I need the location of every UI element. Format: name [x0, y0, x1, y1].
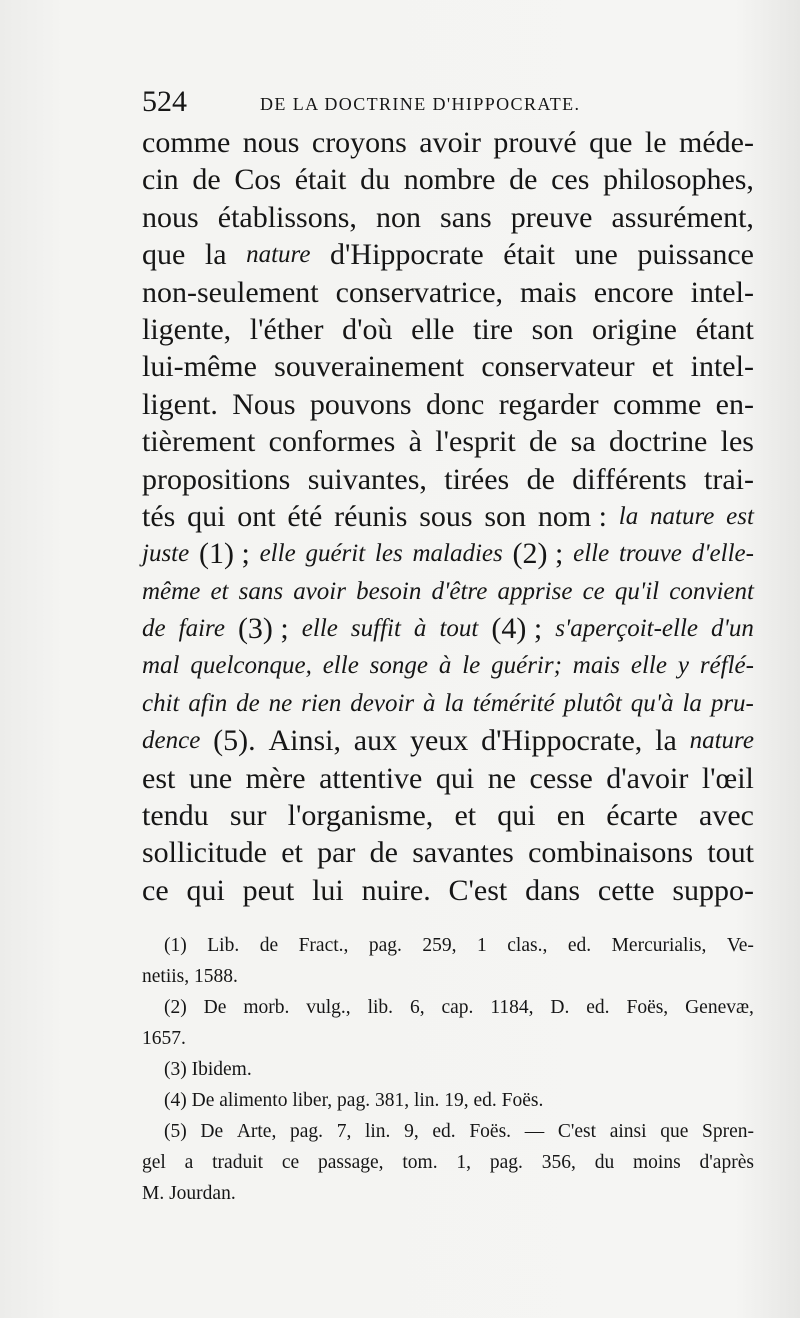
italic-word: la: [444, 689, 464, 717]
footnote-word: pag.: [489, 1152, 523, 1173]
word: en: [556, 799, 586, 833]
footnote-word: passage,: [318, 1152, 384, 1173]
footnote-line: [142, 1147, 754, 1178]
footnote-word: a: [184, 1152, 194, 1173]
footnote-word: Fract.,: [298, 935, 349, 956]
word: et: [281, 836, 303, 870]
footnote-word: morb.: [243, 997, 290, 1018]
text-line: [142, 760, 754, 797]
italic-word: et: [210, 577, 229, 605]
text-line: [142, 386, 754, 423]
italic-word: les: [374, 540, 403, 568]
word: cesse: [529, 761, 593, 795]
word: ce: [142, 873, 169, 907]
footnote-word: ed.: [432, 1121, 456, 1142]
word: tirées: [444, 462, 510, 496]
footnote-word: Genevæ,: [685, 997, 754, 1018]
footnote-word: 259,: [422, 935, 457, 956]
word: comme: [142, 126, 231, 159]
text-line: [142, 236, 754, 273]
italic-word: témérité: [472, 689, 555, 717]
word: lui: [312, 873, 344, 907]
word: conservatrice,: [335, 275, 504, 309]
italic-word: à: [438, 652, 452, 680]
footnote-word: 1,: [456, 1152, 472, 1173]
text-line: [142, 535, 754, 572]
word: du: [360, 163, 391, 197]
footnote-text: netiis, 1588.: [142, 966, 238, 987]
word: C'est: [448, 873, 508, 907]
word: différents: [572, 462, 687, 496]
word: la: [204, 238, 227, 272]
italic-word: est: [726, 502, 754, 530]
footnote-word: que: [660, 1121, 689, 1142]
footnote-word: 6,: [409, 997, 425, 1018]
word: de: [369, 836, 398, 870]
word: avec: [699, 799, 754, 833]
footnote-word: 356,: [541, 1152, 576, 1173]
footnote-word: Foës,: [626, 997, 669, 1018]
word: l'œil: [701, 761, 754, 795]
word: été: [287, 499, 323, 533]
footnote-line: [142, 992, 754, 1023]
word: donc: [425, 387, 485, 421]
word: les: [720, 425, 754, 459]
footnote-word: vulg.,: [306, 997, 351, 1018]
word: et: [651, 350, 674, 384]
italic-word: pru-: [710, 689, 754, 717]
italic-word: quelconque,: [190, 652, 312, 680]
word: à: [408, 425, 422, 459]
footnote-line: [142, 1085, 754, 1116]
word: la: [655, 724, 677, 758]
italic-word: nature: [689, 727, 754, 755]
italic-word: d'un: [711, 615, 754, 643]
text-line: [142, 834, 754, 871]
word: elle: [411, 312, 455, 346]
footnote-word: Ve-: [726, 935, 754, 956]
footnote-line: [142, 1023, 754, 1054]
word: cin: [142, 163, 179, 197]
italic-word: afin: [188, 689, 228, 717]
footnote-word: ed.: [586, 997, 610, 1018]
word: et: [454, 799, 477, 833]
footnote-word: ce: [281, 1152, 300, 1173]
word: était: [503, 238, 555, 272]
word: que: [142, 238, 186, 272]
word: de: [509, 163, 538, 197]
word: propositions: [142, 462, 291, 496]
word: (4) ;: [491, 612, 543, 646]
word: de: [529, 425, 558, 459]
word: mère: [245, 761, 306, 795]
word: est: [142, 761, 176, 795]
word: établissons,: [217, 200, 357, 234]
footnote-word: 7,: [336, 1121, 352, 1142]
word: Nous: [232, 387, 296, 421]
italic-word: ne: [268, 689, 293, 717]
italic-word: réflé-: [699, 652, 754, 680]
word: sous: [419, 499, 473, 533]
italic-word: y: [677, 652, 689, 680]
running-head: DE LA DOCTRINE D'HIPPOCRATE.: [260, 94, 581, 114]
word: origine: [591, 312, 677, 346]
footnote-word: Lib.: [207, 935, 240, 956]
footnote-word: De: [203, 997, 227, 1018]
word: puissance: [637, 238, 754, 272]
word: (3) ;: [237, 612, 289, 646]
footnote-word: clas.,: [507, 935, 548, 956]
word: sans: [440, 200, 492, 234]
italic-word: qu'à: [630, 689, 674, 717]
text-line: [142, 685, 754, 722]
footnote-word: 9,: [404, 1121, 419, 1142]
italic-word: maladies: [412, 540, 503, 568]
word: nombre: [403, 163, 496, 197]
italic-word: d'être: [431, 577, 488, 605]
word: d'Hippocrate: [330, 238, 484, 272]
italic-word: devoir: [350, 689, 415, 717]
word: intel-: [690, 275, 754, 309]
footnote-word: Mercurialis,: [611, 935, 707, 956]
word: ne: [487, 761, 517, 795]
italic-word: trouve: [618, 540, 682, 568]
word: souverainement: [274, 350, 465, 384]
footnote-line: [142, 1054, 754, 1085]
word: réunis: [334, 499, 408, 533]
footnote-word: moins: [633, 1152, 681, 1173]
italic-word: nature: [246, 241, 311, 269]
footnote-word: 1184,: [490, 997, 534, 1018]
word: (1) ;: [198, 537, 250, 571]
word: nuire.: [361, 873, 431, 907]
text-line: [142, 311, 754, 348]
word: prouvé: [493, 126, 577, 159]
word: trai-: [704, 462, 754, 496]
footnote-line: [142, 1178, 754, 1209]
italic-word: guérit: [305, 540, 366, 568]
footnote-word: lib.: [367, 997, 394, 1018]
italic-word: suffit: [350, 615, 401, 643]
footnote-word: De: [200, 1121, 224, 1142]
word: yeux: [409, 724, 469, 758]
footnotes: [142, 930, 754, 1209]
word: écarte: [606, 799, 678, 833]
word: non-seulement: [142, 275, 319, 309]
word: en-: [715, 387, 754, 421]
word: tout: [707, 836, 754, 870]
word: tièrement: [142, 425, 256, 459]
word: croyons: [311, 126, 407, 159]
italic-word: apprise: [497, 577, 573, 605]
word: suivantes,: [307, 462, 427, 496]
footnote-word: (1): [164, 935, 187, 956]
italic-word: à: [423, 689, 436, 717]
word: philosophes,: [603, 163, 754, 197]
word: d'où: [342, 312, 393, 346]
text-line: [142, 124, 754, 161]
text-line: [142, 498, 754, 535]
text-line: [142, 872, 754, 909]
footnote-word: de: [259, 935, 279, 956]
italic-word: elle: [322, 652, 359, 680]
footnote-text: (4) De alimento liber, pag. 381, lin. 19, ed. Foës.: [164, 1090, 544, 1111]
word: par: [317, 836, 356, 870]
word: peut: [242, 873, 295, 907]
word: cette: [597, 873, 655, 907]
text-line: [142, 647, 754, 684]
footnote-word: cap.: [441, 997, 474, 1018]
italic-word: dence: [142, 727, 201, 755]
footnote-word: ainsi: [609, 1121, 647, 1142]
italic-word: tout: [439, 615, 479, 643]
word: de: [192, 163, 221, 197]
text-line: [142, 348, 754, 385]
word: avoir: [419, 126, 481, 159]
italic-word: sans: [238, 577, 284, 605]
italic-word: à: [413, 615, 427, 643]
footnote-word: ed.: [567, 935, 592, 956]
word: aux: [353, 724, 398, 758]
italic-word: besoin: [356, 577, 422, 605]
word: sa: [570, 425, 596, 459]
footnote-line: [142, 961, 754, 992]
italic-word: la: [618, 502, 639, 530]
italic-word: s'aperçoit-elle: [555, 615, 699, 643]
italic-word: ce: [582, 577, 605, 605]
word: une: [574, 238, 618, 272]
word: qui: [435, 761, 475, 795]
word: conservateur: [481, 350, 635, 384]
word: d'Hippocrate,: [481, 724, 643, 758]
word: nous: [142, 200, 199, 234]
word: une: [188, 761, 233, 795]
italic-word: faire: [178, 615, 225, 643]
word: preuve: [510, 200, 593, 234]
word: l'organisme,: [287, 799, 434, 833]
word: regarder: [498, 387, 599, 421]
italic-word: de: [236, 689, 260, 717]
word: sur: [229, 799, 267, 833]
italic-word: mal: [142, 652, 180, 680]
word: lui-même: [142, 350, 257, 384]
italic-word: mais: [572, 652, 621, 680]
footnote-text: (3) Ibidem.: [164, 1059, 252, 1080]
word: qui: [186, 873, 225, 907]
word: ligent.: [142, 387, 218, 421]
footnote-word: Spren-: [702, 1121, 754, 1142]
word: ligente,: [142, 312, 232, 346]
word: non: [375, 200, 421, 234]
word: qui: [187, 499, 226, 533]
word: nous: [242, 126, 300, 159]
word: (2) ;: [512, 537, 564, 571]
word: tendu: [142, 799, 209, 833]
footnote-word: lin.: [364, 1121, 391, 1142]
footnote-line: [142, 1116, 754, 1147]
word: ont: [237, 499, 276, 533]
word: que: [589, 126, 633, 159]
footnote-word: Arte,: [236, 1121, 277, 1142]
word: doctrine: [609, 425, 708, 459]
word: encore: [593, 275, 674, 309]
word: tire: [473, 312, 514, 346]
word: le: [644, 126, 667, 159]
footnote-word: Foës.: [469, 1121, 512, 1142]
italic-word: le: [462, 652, 481, 680]
footnote-word: traduit: [212, 1152, 264, 1173]
italic-word: de: [142, 615, 166, 643]
text-line: [142, 461, 754, 498]
text-line: [142, 610, 754, 647]
footnote-word: (2): [164, 997, 187, 1018]
italic-word: elle: [259, 540, 296, 568]
italic-word: juste: [142, 540, 190, 568]
footnote-text: 1657.: [142, 1028, 186, 1049]
footnote-word: du: [594, 1152, 615, 1173]
footnote-word: —: [524, 1121, 545, 1142]
footnote-word: D.: [550, 997, 570, 1018]
text-line: [142, 573, 754, 610]
word: son: [484, 499, 527, 533]
italic-word: plutôt: [563, 689, 622, 717]
word: était: [294, 163, 347, 197]
italic-word: avoir: [293, 577, 346, 605]
word: suppo-: [672, 873, 754, 907]
text-line: [142, 423, 754, 460]
word: nom :: [537, 499, 607, 533]
word: (5).: [213, 724, 256, 758]
text-line: [142, 199, 754, 236]
footnote-line: [142, 930, 754, 961]
italic-word: guérir;: [491, 652, 562, 680]
footnote-word: pag.: [368, 935, 402, 956]
body-text: [142, 124, 754, 909]
page-number: 524: [142, 85, 187, 118]
word: combinaisons: [528, 836, 694, 870]
text-line: [142, 797, 754, 834]
footnote-word: tom.: [402, 1152, 438, 1173]
footnote-word: gel: [142, 1152, 166, 1173]
word: conformes: [268, 425, 396, 459]
word: savantes: [412, 836, 514, 870]
italic-word: même: [142, 577, 201, 605]
italic-word: chit: [142, 689, 180, 717]
word: pouvons: [309, 387, 412, 421]
word: de: [526, 462, 555, 496]
word: Ainsi,: [268, 724, 341, 758]
word: qui: [497, 799, 536, 833]
footnote-text: M. Jourdan.: [142, 1183, 236, 1204]
italic-word: d'elle-: [691, 540, 754, 568]
word: comme: [612, 387, 702, 421]
italic-word: songe: [369, 652, 428, 680]
text-line: [142, 722, 754, 759]
word: l'éther: [249, 312, 324, 346]
footnote-word: (5): [164, 1121, 187, 1142]
word: intel-: [690, 350, 754, 384]
word: assurément,: [611, 200, 754, 234]
word: attentive: [319, 761, 423, 795]
italic-word: elle: [301, 615, 338, 643]
footnote-word: 1: [477, 935, 487, 956]
word: d'avoir: [606, 761, 689, 795]
italic-word: convient: [669, 577, 754, 605]
italic-word: la: [682, 689, 702, 717]
text-line: [142, 161, 754, 198]
italic-word: qu'il: [614, 577, 660, 605]
italic-word: elle: [573, 540, 610, 568]
word: mais: [520, 275, 577, 309]
word: son: [531, 312, 574, 346]
text-line: [142, 274, 754, 311]
footnote-word: d'après: [699, 1152, 754, 1173]
word: l'esprit: [435, 425, 516, 459]
italic-word: elle: [630, 652, 667, 680]
word: Cos: [234, 163, 282, 197]
word: dans: [525, 873, 581, 907]
italic-word: rien: [301, 689, 342, 717]
footnote-word: pag.: [290, 1121, 324, 1142]
footnote-word: C'est: [557, 1121, 597, 1142]
word: méde-: [678, 126, 754, 159]
word: ces: [551, 163, 590, 197]
word: sollicitude: [142, 836, 267, 870]
word: étant: [695, 312, 754, 346]
italic-word: nature: [650, 502, 715, 530]
word: tés: [142, 499, 176, 533]
page-header: [142, 84, 742, 124]
